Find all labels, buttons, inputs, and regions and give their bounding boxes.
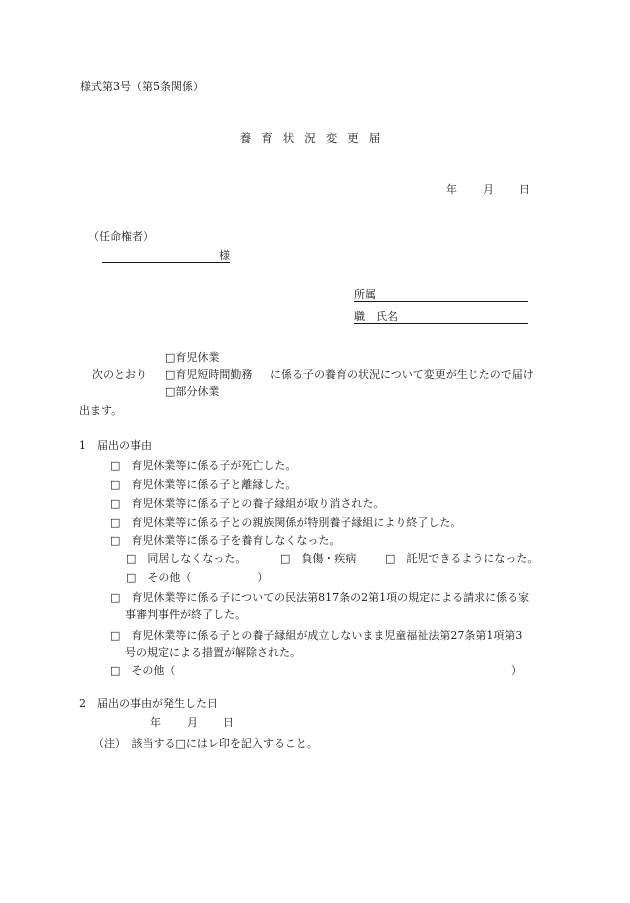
addressee-line xyxy=(102,250,230,263)
reason-text: 育児休業等に係る子との養子縁組が取り消された。 xyxy=(131,497,385,510)
reason-text: 育児休業等に係る子との養子縁組が成立しないまま児童福祉法第27条第1項第3 xyxy=(131,629,523,642)
subreason-other: □ その他（ ） xyxy=(126,571,269,584)
date-year: 年 xyxy=(446,183,457,196)
position-name-label: 職 氏名 xyxy=(354,310,398,323)
reason-item xyxy=(110,479,296,490)
reason-other-label: その他（ xyxy=(131,664,176,677)
position-name-field xyxy=(354,311,528,324)
reason-item xyxy=(110,630,522,641)
affiliation-field xyxy=(354,289,528,302)
checkbox: □ xyxy=(110,591,121,604)
checkbox: □ xyxy=(110,478,121,491)
leave-type-childcare: □育児休業 xyxy=(165,351,220,364)
occ-year: 年 xyxy=(150,716,161,729)
reason-item xyxy=(110,498,384,509)
reason-item xyxy=(110,535,340,546)
checkbox: □ xyxy=(110,497,121,510)
reason-text-cont: 事審判事件が終了した。 xyxy=(125,608,246,621)
reason-text: 育児休業等に係る子との親族関係が特別養子縁組により終了した。 xyxy=(131,516,462,529)
date-month: 月 xyxy=(483,183,494,196)
page-title: 養育状況変更届 xyxy=(239,131,391,145)
leave-type-partial: □部分休業 xyxy=(165,385,220,398)
occ-day: 日 xyxy=(223,716,234,729)
section2-heading: 2 届出の事由が発生した日 xyxy=(79,697,218,710)
occurrence-date xyxy=(150,717,234,728)
subreason-childcare: □ 託児できるようになった。 xyxy=(385,552,539,565)
affiliation-label: 所属 xyxy=(354,288,376,301)
reason-item xyxy=(110,665,175,676)
reason-other-close: ） xyxy=(511,664,522,677)
reason-text: 育児休業等に係る子を養育しなくなった。 xyxy=(131,534,341,547)
date-day: 日 xyxy=(519,183,530,196)
intro-body: に係る子の養育の状況について変更が生じたので届け xyxy=(270,368,534,381)
footnote: （注） 該当する□にはレ印を記入すること。 xyxy=(93,737,318,750)
reason-text: 育児休業等に係る子が死亡した。 xyxy=(131,459,297,472)
checkbox: □ xyxy=(110,664,121,677)
checkbox: □ xyxy=(110,534,121,547)
reason-text-cont: 号の規定による措置が解除された。 xyxy=(125,646,301,659)
reason-text: 育児休業等に係る子と離縁した。 xyxy=(131,478,297,491)
intro-body-cont: 出ます。 xyxy=(79,404,123,417)
checkbox: □ xyxy=(110,459,121,472)
subreason-cohabit: □ 同居しなくなった。 xyxy=(126,552,247,565)
reason-text: 育児休業等に係る子についての民法第817条の2第1項の規定による請求に係る家 xyxy=(131,591,530,604)
reason-item xyxy=(110,517,461,528)
reason-item xyxy=(110,460,296,471)
appointing-authority-label: （任命権者） xyxy=(88,230,154,243)
submission-date xyxy=(446,184,530,195)
occ-month: 月 xyxy=(187,716,198,729)
intro-lead: 次のとおり xyxy=(92,368,147,381)
reason-item xyxy=(110,592,529,603)
subreason-injury: □ 負傷・疾病 xyxy=(280,552,357,565)
section1-heading: 1 届出の事由 xyxy=(79,439,152,452)
addressee-suffix: 様 xyxy=(219,249,230,262)
form-number: 様式第3号（第5条関係） xyxy=(80,80,204,93)
checkbox: □ xyxy=(110,629,121,642)
checkbox: □ xyxy=(110,516,121,529)
leave-type-short-hours: □育児短時間勤務 xyxy=(165,368,253,381)
